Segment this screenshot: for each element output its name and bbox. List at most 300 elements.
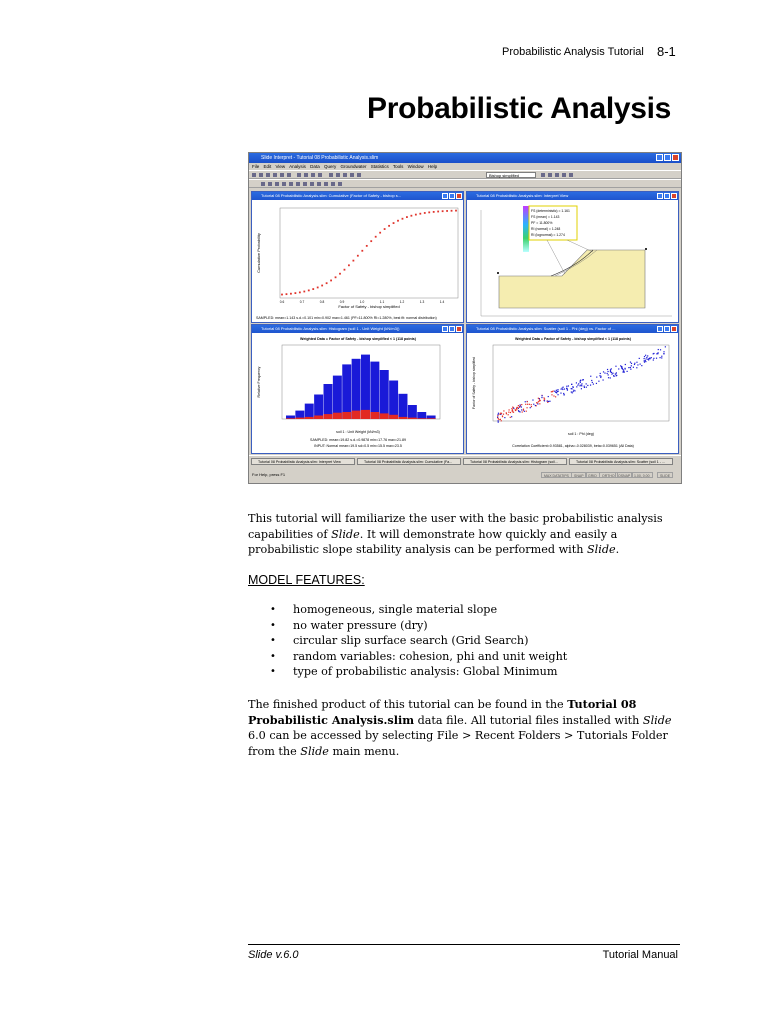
scatter-point bbox=[497, 417, 498, 418]
scatter-point bbox=[531, 406, 532, 407]
histogram-bar bbox=[361, 355, 370, 419]
task-scatter: Tutorial 08 Probabilistic Analysis.slim: Scatter (soil 1 - ... bbox=[569, 458, 673, 465]
page-title: Probabilistic Analysis bbox=[367, 92, 672, 125]
scatter-point bbox=[554, 391, 555, 392]
scatter-point bbox=[639, 358, 640, 359]
histogram-bar-weighted bbox=[333, 413, 342, 419]
scatter-point bbox=[623, 370, 624, 371]
footer-rule bbox=[248, 944, 680, 945]
scatter-point bbox=[612, 373, 613, 374]
scatter-point bbox=[527, 404, 528, 405]
histogram-bar bbox=[352, 359, 361, 419]
scatter-point bbox=[530, 407, 531, 408]
scatter-point bbox=[615, 366, 616, 367]
list-item: • homogeneous, single material slope bbox=[248, 602, 567, 618]
scatter-caption: Correlation Coefficient=0.93581, alpha=-0.028039, beta=0.039651 (All Data) bbox=[512, 444, 634, 448]
cumulative-ylabel: Cumulative Probability bbox=[256, 233, 261, 273]
scatter-point bbox=[568, 385, 569, 386]
scatter-point bbox=[600, 373, 601, 374]
scatter-point bbox=[544, 400, 545, 401]
histogram-pane-title: Tutorial 08 Probabilistic Analysis.slim: Histogram (soil 1 - Unit Weight (kN/m3)) bbox=[252, 325, 463, 333]
cumulative-tick: 1.0 bbox=[359, 300, 365, 304]
scatter-point bbox=[551, 394, 552, 395]
cumulative-point bbox=[281, 294, 283, 296]
footer-right: Tutorial Manual bbox=[602, 949, 678, 961]
cumulative-point bbox=[335, 276, 337, 278]
histogram-bar bbox=[324, 384, 333, 419]
cumulative-point bbox=[433, 211, 435, 213]
scatter-point bbox=[558, 391, 559, 392]
scatter-point bbox=[637, 364, 638, 365]
scatter-point bbox=[634, 363, 635, 364]
scatter-point bbox=[561, 389, 562, 390]
scatter-point bbox=[591, 380, 592, 381]
scatter-point bbox=[661, 356, 662, 357]
scatter-point bbox=[593, 384, 594, 385]
scatter-point bbox=[592, 382, 593, 383]
histogram-bar-weighted bbox=[389, 415, 398, 419]
cumulative-point bbox=[294, 292, 296, 294]
cumulative-point bbox=[361, 250, 363, 252]
cumulative-point bbox=[339, 273, 341, 275]
cumulative-point bbox=[379, 232, 381, 234]
scatter-point bbox=[665, 346, 666, 347]
finished-slide-1: Slide bbox=[642, 713, 672, 727]
scatter-point bbox=[598, 381, 599, 382]
scatter-point bbox=[580, 382, 581, 383]
scatter-point bbox=[497, 420, 498, 421]
cumulative-point bbox=[415, 214, 417, 216]
cumulative-point bbox=[437, 211, 439, 213]
scatter-point bbox=[647, 355, 648, 356]
histogram-caption-sampled: SAMPLED: mean=19.82 s.d.=0.9878 min=17.76 max=21.89 bbox=[310, 438, 406, 442]
scatter-point bbox=[560, 393, 561, 394]
scatter-point bbox=[615, 373, 616, 374]
model-features-heading: MODEL FEATURES: bbox=[248, 573, 365, 587]
cumulative-caption: SAMPLED: mean=1.143 s.d.=0.101 min=0.902 max=1.461 (PF=11.800% RI=1.280%, best fit: normal distribution) bbox=[256, 316, 437, 320]
scatter-point bbox=[647, 359, 648, 360]
footer-left: Slide v.6.0 bbox=[248, 949, 299, 961]
scatter-point bbox=[549, 401, 550, 402]
scatter-point bbox=[532, 399, 533, 400]
scatter-point bbox=[543, 397, 544, 398]
scatter-point bbox=[566, 386, 567, 387]
scatter-point bbox=[521, 406, 522, 407]
scatter-point bbox=[644, 356, 645, 357]
histogram-bar-weighted bbox=[427, 418, 436, 419]
cumulative-point bbox=[366, 245, 368, 247]
scatter-point bbox=[586, 383, 587, 384]
scatter-point bbox=[657, 353, 658, 354]
cumulative-point bbox=[352, 260, 354, 262]
cumulative-point bbox=[451, 210, 453, 212]
cumulative-point bbox=[406, 216, 408, 218]
scatter-point bbox=[533, 404, 534, 405]
scatter-point bbox=[620, 365, 621, 366]
app-title-text: Slide Interpret - Tutorial 08 Probabilistic Analysis.slim bbox=[261, 155, 379, 161]
scatter-point bbox=[578, 383, 579, 384]
scatter-point bbox=[581, 383, 582, 384]
scatter-point bbox=[548, 401, 549, 402]
histogram-bar-weighted bbox=[314, 416, 323, 420]
scatter-point bbox=[517, 407, 518, 408]
histogram-caption-input: INPUT: Normal mean=19.5 sd=0.5 min=15.5 max=23.5 bbox=[314, 444, 402, 448]
scatter-point bbox=[527, 401, 528, 402]
scatter-point bbox=[515, 410, 516, 411]
scatter-xlabel: soil 1 : Phi (deg) bbox=[568, 432, 594, 436]
window-taskbar bbox=[249, 455, 681, 467]
scatter-point bbox=[631, 363, 632, 364]
cumulative-point bbox=[375, 236, 377, 238]
scatter-point bbox=[611, 368, 612, 369]
cumulative-point bbox=[397, 220, 399, 222]
status-cell-snap: SNAP bbox=[571, 472, 587, 478]
status-help: For Help, press F1 bbox=[252, 472, 286, 477]
scatter-point bbox=[600, 376, 601, 377]
cumulative-point bbox=[303, 291, 305, 293]
scatter-point bbox=[521, 404, 522, 405]
scatter-point bbox=[513, 412, 514, 413]
scatter-point bbox=[504, 417, 505, 418]
scatter-point bbox=[653, 358, 654, 359]
app-toolbar-1 bbox=[249, 170, 681, 179]
intro-text-2: . It will demonstrate how quickly and easily a probabilistic slope stability analysis can be performed with bbox=[248, 527, 618, 557]
scatter-point bbox=[576, 386, 577, 387]
scatter-point bbox=[541, 397, 542, 398]
scatter-point bbox=[519, 407, 520, 408]
scatter-point bbox=[596, 376, 597, 377]
scatter-point bbox=[510, 417, 511, 418]
scatter-point bbox=[603, 371, 604, 372]
scatter-point bbox=[610, 377, 611, 378]
scatter-point bbox=[621, 368, 622, 369]
histogram-bar bbox=[305, 404, 314, 419]
cumulative-point bbox=[299, 291, 301, 293]
histogram-xlabel: soil 1 : Unit Weight (kN/m3) bbox=[336, 430, 380, 434]
scatter-point bbox=[524, 411, 525, 412]
scatter-point bbox=[516, 409, 517, 410]
cumulative-xlabel: Factor of Safety - bishop simplified bbox=[338, 304, 400, 309]
legend-fs-mean: FS (mean) = 1.143 bbox=[531, 215, 560, 219]
scatter-point bbox=[658, 349, 659, 350]
scatter-point bbox=[511, 408, 512, 409]
histogram-bar bbox=[380, 370, 389, 419]
scatter-point bbox=[571, 388, 572, 389]
scatter-point bbox=[660, 349, 661, 350]
cumulative-tick: 1.4 bbox=[439, 300, 445, 304]
scatter-point bbox=[604, 372, 605, 373]
scatter-point bbox=[503, 414, 504, 415]
scatter-point bbox=[581, 388, 582, 389]
status-cell-datatips: MAX DATATIPS bbox=[541, 472, 572, 478]
minimize-icon bbox=[656, 154, 663, 161]
cumulative-point bbox=[388, 225, 390, 227]
scatter-point bbox=[529, 404, 530, 405]
cumulative-point bbox=[312, 288, 314, 290]
scatter-point bbox=[556, 390, 557, 391]
scatter-point bbox=[501, 413, 502, 414]
cumulative-point bbox=[321, 285, 323, 287]
histogram-bar bbox=[314, 395, 323, 420]
app-status-bar bbox=[249, 469, 681, 481]
scatter-point bbox=[497, 415, 498, 416]
intro-slide-2: Slide bbox=[587, 543, 616, 557]
task-cumulative: Tutorial 08 Probabilistic Analysis.slim: Cumulative (Fa... bbox=[357, 458, 461, 465]
scatter-point bbox=[500, 419, 501, 420]
histogram-bar-weighted bbox=[324, 414, 333, 419]
finished-text-1: The finished product of this tutorial can be found in the bbox=[248, 698, 568, 711]
cumulative-pane-title: Tutorial 08 Probabilistic Analysis.slim: Cumulative (Factor of Safety - bishop s... bbox=[252, 192, 463, 200]
scatter-point bbox=[646, 358, 647, 359]
scatter-point bbox=[631, 365, 632, 366]
legend-ri-lognormal: RI (lognormal) = 1.274 bbox=[531, 233, 565, 237]
scatter-chart-title: Weighted Data = Factor of Safety - bishop simplified < 1 (118 points) bbox=[515, 337, 631, 341]
histogram-bar-weighted bbox=[399, 417, 408, 419]
scatter-point bbox=[653, 353, 654, 354]
scatter-point bbox=[616, 372, 617, 373]
finished-paragraph bbox=[248, 697, 688, 759]
scatter-point bbox=[571, 391, 572, 392]
histogram-pane bbox=[251, 324, 464, 454]
scatter-point bbox=[526, 411, 527, 412]
scatter-point bbox=[573, 391, 574, 392]
scatter-point bbox=[607, 371, 608, 372]
scatter-point bbox=[503, 410, 504, 411]
scatter-point bbox=[659, 357, 660, 358]
cumulative-point bbox=[370, 240, 372, 242]
scatter-point bbox=[497, 414, 498, 415]
interpret-pane bbox=[466, 191, 679, 323]
list-item: • no water pressure (dry) bbox=[248, 618, 567, 634]
scatter-point bbox=[577, 385, 578, 386]
status-cell-coords: 1.00, 0.00 bbox=[631, 472, 653, 478]
scatter-point bbox=[590, 384, 591, 385]
scatter-point bbox=[618, 368, 619, 369]
scatter-pane bbox=[466, 324, 679, 454]
scatter-point bbox=[608, 377, 609, 378]
scatter-point bbox=[508, 414, 509, 415]
cumulative-point bbox=[419, 213, 421, 215]
legend-pf: PF = 11.800% bbox=[531, 221, 553, 225]
scatter-point bbox=[646, 357, 647, 358]
histogram-chart bbox=[252, 333, 464, 454]
scatter-point bbox=[653, 359, 654, 360]
cumulative-tick: 1.3 bbox=[419, 300, 425, 304]
task-interpret: Tutorial 08 Probabilistic Analysis.slim: Interpret View bbox=[251, 458, 355, 465]
histogram-bar bbox=[370, 362, 379, 419]
scatter-point bbox=[587, 385, 588, 386]
finished-text-4: main menu. bbox=[328, 744, 400, 758]
list-item: • random variables: cohesion, phi and unit weight bbox=[248, 649, 567, 665]
scatter-point bbox=[523, 409, 524, 410]
scatter-point bbox=[506, 413, 507, 414]
scatter-point bbox=[537, 403, 538, 404]
scatter-point bbox=[564, 388, 565, 389]
scatter-point bbox=[541, 395, 542, 396]
scatter-point bbox=[553, 395, 554, 396]
scatter-point bbox=[498, 419, 499, 420]
intro-slide-1: Slide bbox=[331, 527, 360, 541]
scatter-point bbox=[579, 385, 580, 386]
scatter-point bbox=[574, 390, 575, 391]
scatter-point bbox=[580, 380, 581, 381]
cumulative-point bbox=[424, 212, 426, 214]
scatter-point bbox=[608, 374, 609, 375]
scatter-point bbox=[636, 367, 637, 368]
cumulative-tick: 0.9 bbox=[339, 300, 345, 304]
cumulative-point bbox=[290, 293, 292, 295]
cumulative-tick: 1.2 bbox=[399, 300, 405, 304]
histogram-chart-title: Weighted Data = Factor of Safety - bishop simplified < 1 (118 points) bbox=[300, 337, 416, 341]
cumulative-tick: 1.1 bbox=[379, 300, 385, 304]
histogram-bar-weighted bbox=[352, 411, 361, 419]
legend-fs-det: FS (deterministic) = 1.161 bbox=[531, 209, 570, 213]
scatter-point bbox=[498, 413, 499, 414]
scatter-point bbox=[535, 405, 536, 406]
scatter-point bbox=[498, 422, 499, 423]
histogram-bar-weighted bbox=[295, 418, 304, 419]
scatter-point bbox=[501, 420, 502, 421]
slide-interpret-screenshot bbox=[248, 152, 682, 484]
scatter-point bbox=[641, 365, 642, 366]
cumulative-point bbox=[428, 211, 430, 213]
scatter-ylabel: Factor of Safety - bishop simplified bbox=[472, 356, 476, 410]
scatter-point bbox=[625, 364, 626, 365]
scatter-point bbox=[567, 390, 568, 391]
scatter-point bbox=[640, 364, 641, 365]
scatter-point bbox=[563, 393, 564, 394]
scatter-point bbox=[621, 366, 622, 367]
scatter-point bbox=[607, 373, 608, 374]
histogram-bar-weighted bbox=[370, 412, 379, 419]
app-title-bar bbox=[249, 153, 681, 163]
status-cell-osnap: OSNAP bbox=[615, 472, 633, 478]
app-menu-bar: File Edit View Analysis Data Query Groundwater Statistics Tools Window Help bbox=[252, 164, 438, 169]
scatter-point bbox=[630, 369, 631, 370]
histogram-bar bbox=[389, 381, 398, 420]
scatter-point bbox=[513, 408, 514, 409]
scatter-point bbox=[645, 355, 646, 356]
legend-ri-normal: RI (normal) = 1.248 bbox=[531, 227, 561, 231]
finished-filename: Tutorial 08 Probabilistic Analysis.slim bbox=[248, 697, 637, 727]
scatter-point bbox=[526, 407, 527, 408]
scatter-point bbox=[581, 385, 582, 386]
histogram-ylabel: Relative Frequency bbox=[257, 366, 261, 398]
scatter-point bbox=[525, 401, 526, 402]
scatter-point bbox=[557, 394, 558, 395]
interpret-view bbox=[467, 200, 679, 323]
cumulative-point bbox=[317, 287, 319, 289]
status-cell-slide: SLIDE bbox=[657, 472, 673, 478]
scatter-point bbox=[624, 368, 625, 369]
cumulative-point bbox=[357, 255, 359, 257]
histogram-bar-weighted bbox=[408, 418, 417, 419]
histogram-bar bbox=[417, 412, 426, 419]
scatter-point bbox=[576, 382, 577, 383]
scatter-point bbox=[663, 351, 664, 352]
cumulative-point bbox=[446, 210, 448, 212]
page-number: 8-1 bbox=[657, 44, 676, 59]
scatter-point bbox=[627, 371, 628, 372]
cumulative-point bbox=[348, 264, 350, 266]
list-item: • circular slip surface search (Grid Search) bbox=[248, 633, 567, 649]
histogram-bar-weighted bbox=[380, 413, 389, 419]
scatter-point bbox=[521, 409, 522, 410]
scatter-point bbox=[518, 405, 519, 406]
scatter-point bbox=[590, 376, 591, 377]
cumulative-point bbox=[410, 215, 412, 217]
scatter-point bbox=[634, 364, 635, 365]
histogram-bar-weighted bbox=[342, 412, 351, 419]
scatter-point bbox=[636, 362, 637, 363]
cumulative-point bbox=[308, 290, 310, 292]
finished-text-2: data file. All tutorial files installed with bbox=[414, 713, 643, 727]
histogram-bar bbox=[333, 376, 342, 419]
cumulative-tick: 0.8 bbox=[319, 300, 325, 304]
scatter-point bbox=[556, 392, 557, 393]
scatter-point bbox=[613, 376, 614, 377]
scatter-point bbox=[518, 410, 519, 411]
scatter-point bbox=[539, 400, 540, 401]
scatter-point bbox=[596, 383, 597, 384]
running-title: Probabilistic Analysis Tutorial bbox=[502, 46, 644, 58]
cumulative-point bbox=[286, 293, 288, 295]
scatter-point bbox=[600, 377, 601, 378]
status-cell-grid: GRID bbox=[585, 472, 600, 478]
scatter-point bbox=[571, 384, 572, 385]
intro-paragraph bbox=[248, 511, 688, 558]
scatter-point bbox=[584, 386, 585, 387]
cumulative-tick: 0.7 bbox=[299, 300, 305, 304]
scatter-point bbox=[645, 360, 646, 361]
histogram-bar bbox=[408, 405, 417, 419]
scatter-point bbox=[519, 411, 520, 412]
scatter-point bbox=[551, 391, 552, 392]
cumulative-point bbox=[384, 228, 386, 230]
scatter-point bbox=[616, 375, 617, 376]
histogram-bar-weighted bbox=[305, 417, 314, 419]
method-combo: Bishop simplified bbox=[486, 172, 536, 178]
scatter-point bbox=[583, 379, 584, 380]
cumulative-point bbox=[344, 269, 346, 271]
scatter-point bbox=[564, 394, 565, 395]
cumulative-pane bbox=[251, 191, 464, 323]
scatter-point bbox=[663, 353, 664, 354]
intro-text-3: . bbox=[615, 543, 620, 557]
scatter-point bbox=[567, 388, 568, 389]
scatter-point bbox=[656, 358, 657, 359]
interpret-pane-title: Tutorial 08 Probabilistic Analysis.slim: Interpret View bbox=[467, 192, 678, 200]
cumulative-chart bbox=[252, 200, 464, 323]
scatter-point bbox=[572, 386, 573, 387]
scatter-pane-title: Tutorial 08 Probabilistic Analysis.slim: Scatter (soil 1 - Phi (deg) vs. Factor of ... bbox=[467, 325, 678, 333]
histogram-bar-weighted bbox=[417, 418, 426, 419]
cumulative-point bbox=[393, 222, 395, 224]
scatter-point bbox=[555, 396, 556, 397]
maximize-icon bbox=[664, 154, 671, 161]
scatter-point bbox=[531, 404, 532, 405]
scatter-point bbox=[661, 357, 662, 358]
scatter-point bbox=[633, 367, 634, 368]
close-icon bbox=[672, 154, 679, 161]
scatter-point bbox=[630, 362, 631, 363]
scatter-point bbox=[510, 412, 511, 413]
scatter-point bbox=[648, 358, 649, 359]
scatter-point bbox=[538, 398, 539, 399]
scatter-point bbox=[557, 389, 558, 390]
scatter-point bbox=[544, 398, 545, 399]
scatter-point bbox=[511, 416, 512, 417]
